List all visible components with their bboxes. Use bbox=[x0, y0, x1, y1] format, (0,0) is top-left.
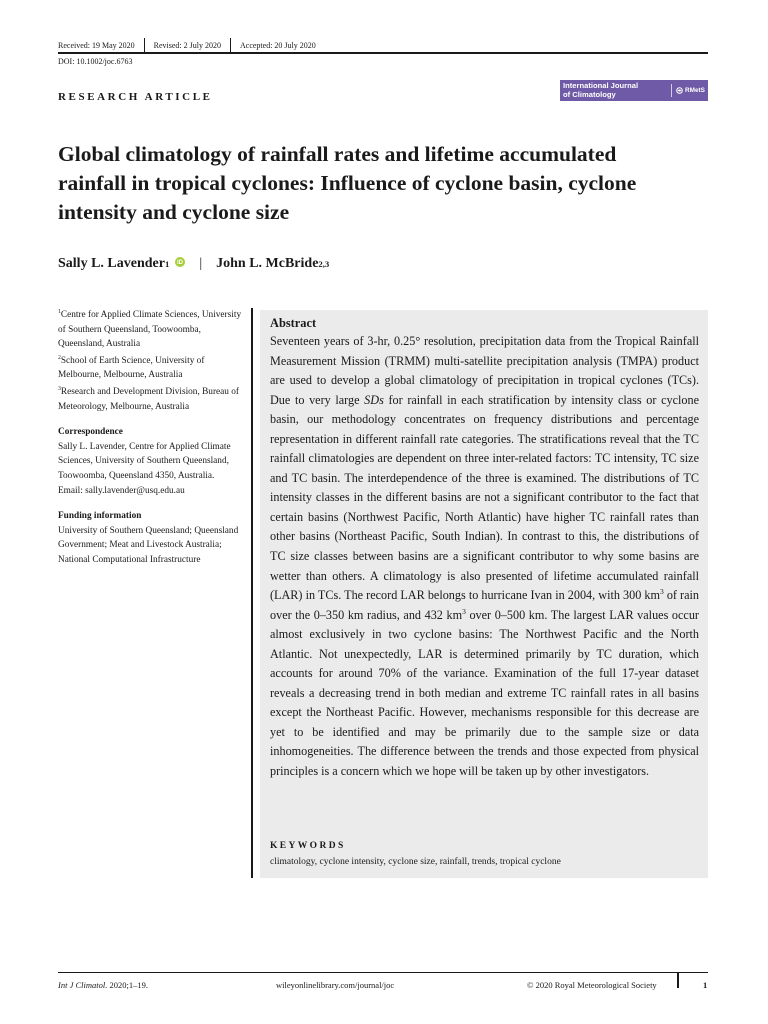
article-title: Global climatology of rainfall rates and lifetime accumulated rainfall in tropical cyclones: Influence of cyclone basin, cyclone intensity and cyclone size bbox=[58, 142, 637, 224]
copyright: © 2020 Royal Meteorological Society bbox=[527, 980, 657, 990]
column-divider bbox=[251, 308, 253, 878]
received-date: Received: 19 May 2020 bbox=[58, 40, 135, 50]
rmets-label: RMetS bbox=[685, 87, 705, 94]
journal-badge[interactable] bbox=[560, 80, 708, 101]
correspondence-email[interactable]: Email: sally.lavender@usq.edu.au bbox=[58, 485, 185, 496]
affiliation: $^2$School of Earth Science, University of Melbourne, Melbourne, Australia bbox=[58, 354, 205, 381]
journal-name bbox=[560, 82, 671, 99]
author-separator: | bbox=[199, 256, 203, 271]
affiliation: $^1$Centre for Applied Climate Sciences, University of Southern Queensland, Toowoomba, Queensland, Australia bbox=[58, 308, 242, 350]
article-sidebar bbox=[58, 308, 244, 568]
rmets-logo bbox=[676, 87, 705, 94]
keywords-list: climatology, cyclone intensity, cyclone size, rainfall, trends, tropical cyclone bbox=[270, 857, 561, 867]
footer-citation: Int J Climatol. 2020;1–19. bbox=[58, 980, 148, 990]
rmets-icon bbox=[676, 87, 683, 94]
revised-date: Revised: 2 July 2020 bbox=[153, 40, 221, 50]
doi[interactable]: DOI: 10.1002/joc.6763 bbox=[58, 57, 133, 66]
date-divider bbox=[144, 38, 145, 52]
funding-text: University of Southern Queensland; Queensland Government; Meat and Livestock Australia; National Computational Infrastructure bbox=[58, 525, 239, 565]
abstract-heading: Abstract bbox=[270, 316, 317, 330]
abstract-text: Seventeen years of 3-hr, 0.25° resolution, precipitation data from the Tropical Rainfall Measurement Mission (TRMM) multi-satellite precipitation analysis (TMPA) product are used to develop a global climatology of precipitation in tropical cyclones (TCs). Due to very large SDs for rainfall in each stratification by intensity class or cyclone basin, our methodology concentrates on frequency distributions and percentage representation in different rainfall rate categories. The stratifications reveal that the TC rainfall climatologies are dependent on three inter-related factors: TC intensity, TC size and TC basin. The interdependence of the three is examined. The distributions of TC intensity classes in the different basins are not a significant contributor to the fact that certain basins (Northwest Pacific, North Atlantic) have higher TC rainfall rates than other basins (Northeast Pacific, South Indian). In contrast to this, the distributions of TC size classes between basins are a significant contributor to why some basins are wetter than others. A climatology is also presented of lifetime accumulated rainfall (LAR) in TCs. The record LAR belongs to hurricane Ivan in 2004, with 300 $km^3$ of rain over the 0–350 km radius, and 432 $km^3$ over 0–500 km. The largest LAR values occur almost exclusively in two cyclone basins: The Northwest Pacific and the North Atlantic. Not unexpectedly, LAR is determined primarily by TC duration, which accounts for around 70% of the variance. Examination of the full 17-year dataset reveals a decreasing trend in both median and extreme TC rainfall rates in all basins except the Northeast Pacific. However, mechanisms responsible for this decrease are yet to be identified and may be primarily due to the sample size or data inhomogeneities. The difference between the trends and those expected from physical principles is a concern which we hope will be taken up by other investigators. bbox=[270, 334, 699, 779]
affiliation: $^3$Research and Development Division, Bureau of Meteorology, Melbourne, Australia bbox=[58, 385, 240, 412]
author-name[interactable]: Sally L. Lavender bbox=[58, 256, 165, 271]
funding-heading: Funding information bbox=[58, 511, 142, 522]
date-divider bbox=[230, 38, 231, 52]
publication-dates bbox=[58, 38, 316, 52]
author-list: Sally L. Lavender 1 iD | John L. McBride 2,3 bbox=[58, 256, 330, 271]
keywords-heading: KEYWORDS bbox=[270, 841, 346, 851]
accepted-date: Accepted: 20 July 2020 bbox=[240, 40, 316, 50]
correspondence-text: Sally L. Lavender, Centre for Applied Climate Sciences, University of Southern Queensland, Toowoomba, Queensland 4350, Australia. bbox=[58, 441, 231, 481]
journal-url[interactable]: wileyonlinelibrary.com/journal/joc bbox=[276, 980, 395, 990]
author-name[interactable]: John L. McBride bbox=[216, 256, 319, 271]
article-type: RESEARCH ARTICLE bbox=[58, 91, 213, 103]
header-rule bbox=[58, 52, 708, 54]
journal-name-line1: International Journal bbox=[563, 81, 639, 90]
footer-divider bbox=[677, 972, 679, 988]
footer-rule bbox=[58, 972, 708, 973]
orcid-icon[interactable] bbox=[175, 256, 185, 272]
correspondence-heading: Correspondence bbox=[58, 427, 123, 438]
badge-divider bbox=[671, 84, 672, 97]
page-number: 1 bbox=[703, 980, 708, 990]
svg-text:iD: iD bbox=[177, 260, 184, 267]
journal-name-line2: of Climatology bbox=[563, 89, 616, 99]
